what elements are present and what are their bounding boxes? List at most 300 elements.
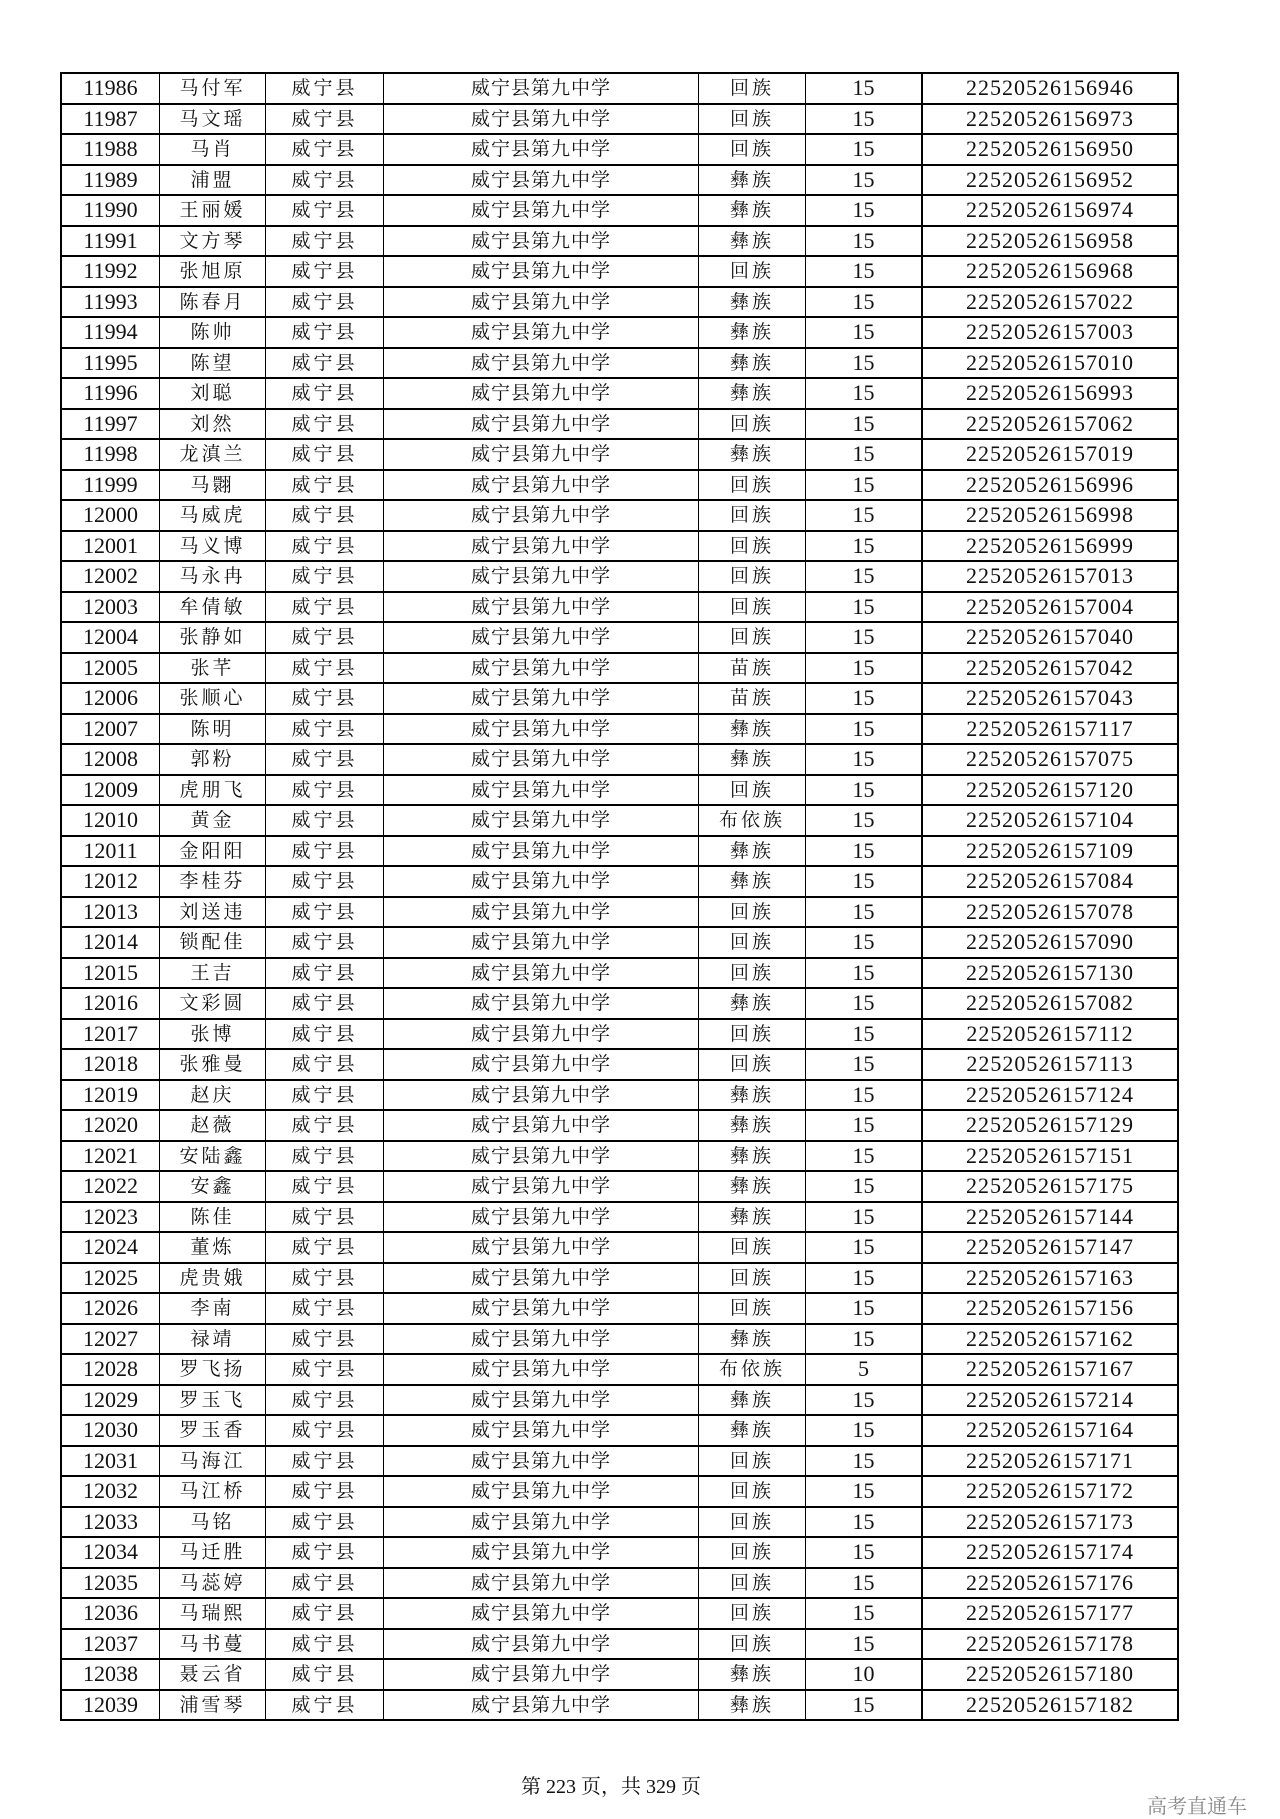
table-row bbox=[61, 927, 1178, 958]
exam-id-cell: 22520526156999 bbox=[922, 531, 1178, 562]
ethnicity-cell: 回族 bbox=[699, 409, 806, 440]
county-cell: 威宁县 bbox=[266, 1019, 384, 1050]
ethnicity-cell: 回族 bbox=[699, 531, 806, 562]
row-number-cell: 12014 bbox=[61, 927, 160, 958]
school-cell: 威宁县第九中学 bbox=[384, 1263, 699, 1294]
exam-id-cell: 22520526157178 bbox=[922, 1629, 1178, 1660]
ethnicity-cell: 彝族 bbox=[699, 165, 806, 196]
bonus-score-cell: 15 bbox=[806, 1324, 923, 1355]
row-number-cell: 12026 bbox=[61, 1293, 160, 1324]
exam-id-cell: 22520526157042 bbox=[922, 653, 1178, 684]
county-cell: 威宁县 bbox=[266, 744, 384, 775]
table-row bbox=[61, 714, 1178, 745]
bonus-score-cell: 15 bbox=[806, 348, 923, 379]
student-name-cell: 张雅曼 bbox=[160, 1049, 266, 1080]
ethnicity-cell: 回族 bbox=[699, 134, 806, 165]
bonus-score-cell: 15 bbox=[806, 256, 923, 287]
row-number-cell: 12020 bbox=[61, 1110, 160, 1141]
row-number-cell: 12024 bbox=[61, 1232, 160, 1263]
county-cell: 威宁县 bbox=[266, 1659, 384, 1690]
ethnicity-cell: 回族 bbox=[699, 1507, 806, 1538]
exam-id-cell: 22520526157104 bbox=[922, 805, 1178, 836]
student-name-cell: 张博 bbox=[160, 1019, 266, 1050]
ethnicity-cell: 回族 bbox=[699, 1598, 806, 1629]
row-number-cell: 12036 bbox=[61, 1598, 160, 1629]
student-name-cell: 文彩圆 bbox=[160, 988, 266, 1019]
school-cell: 威宁县第九中学 bbox=[384, 561, 699, 592]
table-row bbox=[61, 1629, 1178, 1660]
county-cell: 威宁县 bbox=[266, 988, 384, 1019]
table-row bbox=[61, 134, 1178, 165]
county-cell: 威宁县 bbox=[266, 1415, 384, 1446]
bonus-score-cell: 15 bbox=[806, 1446, 923, 1477]
school-cell: 威宁县第九中学 bbox=[384, 226, 699, 257]
student-name-cell: 安鑫 bbox=[160, 1171, 266, 1202]
bonus-score-cell: 15 bbox=[806, 378, 923, 409]
exam-id-cell: 22520526157182 bbox=[922, 1690, 1178, 1721]
exam-id-cell: 22520526157040 bbox=[922, 622, 1178, 653]
exam-id-cell: 22520526157075 bbox=[922, 744, 1178, 775]
ethnicity-cell: 回族 bbox=[699, 927, 806, 958]
student-name-cell: 张旭原 bbox=[160, 256, 266, 287]
bonus-score-cell: 15 bbox=[806, 470, 923, 501]
student-name-cell: 金阳阳 bbox=[160, 836, 266, 867]
bonus-score-cell: 15 bbox=[806, 744, 923, 775]
bonus-score-cell: 15 bbox=[806, 1202, 923, 1233]
bonus-score-cell: 15 bbox=[806, 683, 923, 714]
exam-id-cell: 22520526157162 bbox=[922, 1324, 1178, 1355]
student-name-cell: 禄靖 bbox=[160, 1324, 266, 1355]
ethnicity-cell: 彝族 bbox=[699, 439, 806, 470]
county-cell: 威宁县 bbox=[266, 378, 384, 409]
table-row bbox=[61, 1171, 1178, 1202]
table-row bbox=[61, 958, 1178, 989]
exam-id-cell: 22520526157022 bbox=[922, 287, 1178, 318]
table-row bbox=[61, 988, 1178, 1019]
exam-id-cell: 22520526157130 bbox=[922, 958, 1178, 989]
ethnicity-cell: 回族 bbox=[699, 1232, 806, 1263]
county-cell: 威宁县 bbox=[266, 256, 384, 287]
ethnicity-cell: 苗族 bbox=[699, 683, 806, 714]
row-number-cell: 12023 bbox=[61, 1202, 160, 1233]
bonus-score-cell: 15 bbox=[806, 1141, 923, 1172]
county-cell: 威宁县 bbox=[266, 287, 384, 318]
exam-id-cell: 22520526157117 bbox=[922, 714, 1178, 745]
county-cell: 威宁县 bbox=[266, 1202, 384, 1233]
student-name-cell: 陈帅 bbox=[160, 317, 266, 348]
school-cell: 威宁县第九中学 bbox=[384, 378, 699, 409]
student-name-cell: 黄金 bbox=[160, 805, 266, 836]
school-cell: 威宁县第九中学 bbox=[384, 805, 699, 836]
student-name-cell: 虎朋飞 bbox=[160, 775, 266, 806]
bonus-score-cell: 15 bbox=[806, 866, 923, 897]
table-row bbox=[61, 866, 1178, 897]
student-name-cell: 张静如 bbox=[160, 622, 266, 653]
row-number-cell: 12001 bbox=[61, 531, 160, 562]
school-cell: 威宁县第九中学 bbox=[384, 1110, 699, 1141]
bonus-score-cell: 15 bbox=[806, 775, 923, 806]
ethnicity-cell: 彝族 bbox=[699, 1080, 806, 1111]
bonus-score-cell: 15 bbox=[806, 958, 923, 989]
exam-id-cell: 22520526157167 bbox=[922, 1354, 1178, 1385]
student-name-cell: 马威虎 bbox=[160, 500, 266, 531]
county-cell: 威宁县 bbox=[266, 1049, 384, 1080]
student-name-cell: 牟倩敏 bbox=[160, 592, 266, 623]
table-row bbox=[61, 1232, 1178, 1263]
school-cell: 威宁县第九中学 bbox=[384, 1324, 699, 1355]
exam-id-cell: 22520526156952 bbox=[922, 165, 1178, 196]
page-number: 第 223 页，共 329 页 bbox=[521, 1776, 701, 1798]
bonus-score-cell: 15 bbox=[806, 805, 923, 836]
student-name-cell: 虎贵娥 bbox=[160, 1263, 266, 1294]
table-row bbox=[61, 73, 1178, 104]
bonus-score-cell: 15 bbox=[806, 226, 923, 257]
bonus-score-cell: 15 bbox=[806, 1476, 923, 1507]
school-cell: 威宁县第九中学 bbox=[384, 317, 699, 348]
row-number-cell: 12013 bbox=[61, 897, 160, 928]
exam-id-cell: 22520526157109 bbox=[922, 836, 1178, 867]
school-cell: 威宁县第九中学 bbox=[384, 836, 699, 867]
county-cell: 威宁县 bbox=[266, 500, 384, 531]
ethnicity-cell: 布依族 bbox=[699, 1354, 806, 1385]
bonus-score-cell: 15 bbox=[806, 439, 923, 470]
table-row bbox=[61, 1293, 1178, 1324]
table-row bbox=[61, 805, 1178, 836]
bonus-score-cell: 15 bbox=[806, 1293, 923, 1324]
ethnicity-cell: 回族 bbox=[699, 622, 806, 653]
student-name-cell: 马肖 bbox=[160, 134, 266, 165]
row-number-cell: 12002 bbox=[61, 561, 160, 592]
school-cell: 威宁县第九中学 bbox=[384, 1141, 699, 1172]
county-cell: 威宁县 bbox=[266, 195, 384, 226]
exam-id-cell: 22520526156946 bbox=[922, 73, 1178, 104]
county-cell: 威宁县 bbox=[266, 592, 384, 623]
table-row bbox=[61, 317, 1178, 348]
table-row bbox=[61, 592, 1178, 623]
exam-id-cell: 22520526156950 bbox=[922, 134, 1178, 165]
school-cell: 威宁县第九中学 bbox=[384, 1202, 699, 1233]
student-name-cell: 马蕊婷 bbox=[160, 1568, 266, 1599]
student-name-cell: 张芊 bbox=[160, 653, 266, 684]
county-cell: 威宁县 bbox=[266, 409, 384, 440]
row-number-cell: 12011 bbox=[61, 836, 160, 867]
school-cell: 威宁县第九中学 bbox=[384, 927, 699, 958]
table-row bbox=[61, 1476, 1178, 1507]
school-cell: 威宁县第九中学 bbox=[384, 653, 699, 684]
row-number-cell: 11992 bbox=[61, 256, 160, 287]
school-cell: 威宁县第九中学 bbox=[384, 104, 699, 135]
table-row bbox=[61, 1537, 1178, 1568]
school-cell: 威宁县第九中学 bbox=[384, 256, 699, 287]
ethnicity-cell: 彝族 bbox=[699, 378, 806, 409]
row-number-cell: 12012 bbox=[61, 866, 160, 897]
county-cell: 威宁县 bbox=[266, 1690, 384, 1721]
exam-id-cell: 22520526157151 bbox=[922, 1141, 1178, 1172]
county-cell: 威宁县 bbox=[266, 226, 384, 257]
student-name-cell: 马义博 bbox=[160, 531, 266, 562]
exam-id-cell: 22520526157174 bbox=[922, 1537, 1178, 1568]
student-name-cell: 聂云省 bbox=[160, 1659, 266, 1690]
table-row bbox=[61, 348, 1178, 379]
exam-id-cell: 22520526157113 bbox=[922, 1049, 1178, 1080]
row-number-cell: 12006 bbox=[61, 683, 160, 714]
bonus-score-cell: 15 bbox=[806, 897, 923, 928]
county-cell: 威宁县 bbox=[266, 317, 384, 348]
student-name-cell: 马书蔓 bbox=[160, 1629, 266, 1660]
student-name-cell: 董炼 bbox=[160, 1232, 266, 1263]
county-cell: 威宁县 bbox=[266, 897, 384, 928]
bonus-score-cell: 15 bbox=[806, 1049, 923, 1080]
ethnicity-cell: 回族 bbox=[699, 1263, 806, 1294]
school-cell: 威宁县第九中学 bbox=[384, 1049, 699, 1080]
county-cell: 威宁县 bbox=[266, 531, 384, 562]
bonus-score-cell: 15 bbox=[806, 73, 923, 104]
county-cell: 威宁县 bbox=[266, 1141, 384, 1172]
school-cell: 威宁县第九中学 bbox=[384, 165, 699, 196]
county-cell: 威宁县 bbox=[266, 805, 384, 836]
school-cell: 威宁县第九中学 bbox=[384, 1293, 699, 1324]
ethnicity-cell: 回族 bbox=[699, 1446, 806, 1477]
row-number-cell: 11995 bbox=[61, 348, 160, 379]
row-number-cell: 12033 bbox=[61, 1507, 160, 1538]
table-row bbox=[61, 1598, 1178, 1629]
table-row bbox=[61, 470, 1178, 501]
ethnicity-cell: 彝族 bbox=[699, 836, 806, 867]
exam-id-cell: 22520526157078 bbox=[922, 897, 1178, 928]
county-cell: 威宁县 bbox=[266, 73, 384, 104]
bonus-score-cell: 15 bbox=[806, 1263, 923, 1294]
student-name-cell: 王丽媛 bbox=[160, 195, 266, 226]
school-cell: 威宁县第九中学 bbox=[384, 622, 699, 653]
row-number-cell: 12034 bbox=[61, 1537, 160, 1568]
watermark: 高考直通车 bbox=[1147, 1796, 1247, 1818]
row-number-cell: 12029 bbox=[61, 1385, 160, 1416]
table-row bbox=[61, 195, 1178, 226]
student-name-cell: 龙滇兰 bbox=[160, 439, 266, 470]
school-cell: 威宁县第九中学 bbox=[384, 897, 699, 928]
ethnicity-cell: 回族 bbox=[699, 104, 806, 135]
bonus-score-cell: 15 bbox=[806, 165, 923, 196]
exam-id-cell: 22520526157003 bbox=[922, 317, 1178, 348]
row-number-cell: 11993 bbox=[61, 287, 160, 318]
county-cell: 威宁县 bbox=[266, 1446, 384, 1477]
row-number-cell: 12015 bbox=[61, 958, 160, 989]
exam-id-cell: 22520526157120 bbox=[922, 775, 1178, 806]
bonus-score-cell: 15 bbox=[806, 1232, 923, 1263]
county-cell: 威宁县 bbox=[266, 1507, 384, 1538]
row-number-cell: 12030 bbox=[61, 1415, 160, 1446]
county-cell: 威宁县 bbox=[266, 1232, 384, 1263]
ethnicity-cell: 回族 bbox=[699, 1568, 806, 1599]
exam-id-cell: 22520526157010 bbox=[922, 348, 1178, 379]
student-name-cell: 马海江 bbox=[160, 1446, 266, 1477]
table-row bbox=[61, 1019, 1178, 1050]
row-number-cell: 11996 bbox=[61, 378, 160, 409]
bonus-score-cell: 15 bbox=[806, 1598, 923, 1629]
table-row bbox=[61, 226, 1178, 257]
ethnicity-cell: 回族 bbox=[699, 1293, 806, 1324]
row-number-cell: 12027 bbox=[61, 1324, 160, 1355]
bonus-score-cell: 15 bbox=[806, 836, 923, 867]
student-name-cell: 罗玉飞 bbox=[160, 1385, 266, 1416]
ethnicity-cell: 彝族 bbox=[699, 1385, 806, 1416]
table-row bbox=[61, 1446, 1178, 1477]
table-row bbox=[61, 1049, 1178, 1080]
row-number-cell: 12025 bbox=[61, 1263, 160, 1294]
student-name-cell: 马永冉 bbox=[160, 561, 266, 592]
student-name-cell: 锁配佳 bbox=[160, 927, 266, 958]
school-cell: 威宁县第九中学 bbox=[384, 683, 699, 714]
ethnicity-cell: 回族 bbox=[699, 470, 806, 501]
ethnicity-cell: 彝族 bbox=[699, 226, 806, 257]
ethnicity-cell: 回族 bbox=[699, 592, 806, 623]
county-cell: 威宁县 bbox=[266, 104, 384, 135]
ethnicity-cell: 回族 bbox=[699, 1476, 806, 1507]
exam-id-cell: 22520526157164 bbox=[922, 1415, 1178, 1446]
roster-table bbox=[60, 72, 1179, 1721]
ethnicity-cell: 回族 bbox=[699, 561, 806, 592]
student-name-cell: 马文瑶 bbox=[160, 104, 266, 135]
ethnicity-cell: 回族 bbox=[699, 897, 806, 928]
county-cell: 威宁县 bbox=[266, 1324, 384, 1355]
bonus-score-cell: 15 bbox=[806, 409, 923, 440]
student-name-cell: 浦盟 bbox=[160, 165, 266, 196]
ethnicity-cell: 彝族 bbox=[699, 317, 806, 348]
county-cell: 威宁县 bbox=[266, 1568, 384, 1599]
bonus-score-cell: 15 bbox=[806, 561, 923, 592]
bonus-score-cell: 15 bbox=[806, 1080, 923, 1111]
row-number-cell: 11994 bbox=[61, 317, 160, 348]
county-cell: 威宁县 bbox=[266, 622, 384, 653]
school-cell: 威宁县第九中学 bbox=[384, 1537, 699, 1568]
table-row bbox=[61, 104, 1178, 135]
row-number-cell: 12018 bbox=[61, 1049, 160, 1080]
bonus-score-cell: 15 bbox=[806, 653, 923, 684]
exam-id-cell: 22520526157129 bbox=[922, 1110, 1178, 1141]
school-cell: 威宁县第九中学 bbox=[384, 470, 699, 501]
row-number-cell: 12010 bbox=[61, 805, 160, 836]
exam-id-cell: 22520526156968 bbox=[922, 256, 1178, 287]
row-number-cell: 12031 bbox=[61, 1446, 160, 1477]
ethnicity-cell: 回族 bbox=[699, 73, 806, 104]
school-cell: 威宁县第九中学 bbox=[384, 134, 699, 165]
row-number-cell: 11991 bbox=[61, 226, 160, 257]
ethnicity-cell: 彝族 bbox=[699, 1659, 806, 1690]
row-number-cell: 12007 bbox=[61, 714, 160, 745]
row-number-cell: 11988 bbox=[61, 134, 160, 165]
exam-id-cell: 22520526157163 bbox=[922, 1263, 1178, 1294]
row-number-cell: 12008 bbox=[61, 744, 160, 775]
bonus-score-cell: 15 bbox=[806, 500, 923, 531]
table-row bbox=[61, 836, 1178, 867]
school-cell: 威宁县第九中学 bbox=[384, 1659, 699, 1690]
student-name-cell: 刘然 bbox=[160, 409, 266, 440]
school-cell: 威宁县第九中学 bbox=[384, 744, 699, 775]
county-cell: 威宁县 bbox=[266, 165, 384, 196]
county-cell: 威宁县 bbox=[266, 866, 384, 897]
row-number-cell: 12005 bbox=[61, 653, 160, 684]
school-cell: 威宁县第九中学 bbox=[384, 409, 699, 440]
county-cell: 威宁县 bbox=[266, 958, 384, 989]
exam-id-cell: 22520526157156 bbox=[922, 1293, 1178, 1324]
student-name-cell: 王吉 bbox=[160, 958, 266, 989]
county-cell: 威宁县 bbox=[266, 927, 384, 958]
ethnicity-cell: 彝族 bbox=[699, 988, 806, 1019]
row-number-cell: 12016 bbox=[61, 988, 160, 1019]
ethnicity-cell: 回族 bbox=[699, 256, 806, 287]
county-cell: 威宁县 bbox=[266, 1110, 384, 1141]
roster-table-body bbox=[61, 73, 1178, 1720]
student-name-cell: 刘聪 bbox=[160, 378, 266, 409]
table-row bbox=[61, 256, 1178, 287]
ethnicity-cell: 彝族 bbox=[699, 1690, 806, 1721]
exam-id-cell: 22520526157112 bbox=[922, 1019, 1178, 1050]
county-cell: 威宁县 bbox=[266, 1354, 384, 1385]
school-cell: 威宁县第九中学 bbox=[384, 1629, 699, 1660]
student-name-cell: 马瑞熙 bbox=[160, 1598, 266, 1629]
table-row bbox=[61, 1415, 1178, 1446]
ethnicity-cell: 彝族 bbox=[699, 195, 806, 226]
student-name-cell: 赵薇 bbox=[160, 1110, 266, 1141]
county-cell: 威宁县 bbox=[266, 1476, 384, 1507]
table-row bbox=[61, 1141, 1178, 1172]
row-number-cell: 12038 bbox=[61, 1659, 160, 1690]
student-name-cell: 赵庆 bbox=[160, 1080, 266, 1111]
student-name-cell: 浦雪琴 bbox=[160, 1690, 266, 1721]
exam-id-cell: 22520526157062 bbox=[922, 409, 1178, 440]
school-cell: 威宁县第九中学 bbox=[384, 1171, 699, 1202]
row-number-cell: 12009 bbox=[61, 775, 160, 806]
bonus-score-cell: 15 bbox=[806, 988, 923, 1019]
school-cell: 威宁县第九中学 bbox=[384, 1690, 699, 1721]
table-row bbox=[61, 1110, 1178, 1141]
exam-id-cell: 22520526157090 bbox=[922, 927, 1178, 958]
county-cell: 威宁县 bbox=[266, 1171, 384, 1202]
school-cell: 威宁县第九中学 bbox=[384, 958, 699, 989]
school-cell: 威宁县第九中学 bbox=[384, 287, 699, 318]
county-cell: 威宁县 bbox=[266, 561, 384, 592]
bonus-score-cell: 15 bbox=[806, 1171, 923, 1202]
county-cell: 威宁县 bbox=[266, 775, 384, 806]
ethnicity-cell: 彝族 bbox=[699, 866, 806, 897]
student-name-cell: 马迁胜 bbox=[160, 1537, 266, 1568]
exam-id-cell: 22520526156958 bbox=[922, 226, 1178, 257]
school-cell: 威宁县第九中学 bbox=[384, 1446, 699, 1477]
bonus-score-cell: 15 bbox=[806, 927, 923, 958]
school-cell: 威宁县第九中学 bbox=[384, 866, 699, 897]
table-row bbox=[61, 683, 1178, 714]
row-number-cell: 12019 bbox=[61, 1080, 160, 1111]
school-cell: 威宁县第九中学 bbox=[384, 1080, 699, 1111]
row-number-cell: 11989 bbox=[61, 165, 160, 196]
exam-id-cell: 22520526157173 bbox=[922, 1507, 1178, 1538]
ethnicity-cell: 回族 bbox=[699, 958, 806, 989]
student-name-cell: 李桂芬 bbox=[160, 866, 266, 897]
county-cell: 威宁县 bbox=[266, 714, 384, 745]
ethnicity-cell: 彝族 bbox=[699, 348, 806, 379]
bonus-score-cell: 15 bbox=[806, 1507, 923, 1538]
row-number-cell: 12000 bbox=[61, 500, 160, 531]
exam-id-cell: 22520526156974 bbox=[922, 195, 1178, 226]
bonus-score-cell: 15 bbox=[806, 104, 923, 135]
table-row bbox=[61, 409, 1178, 440]
school-cell: 威宁县第九中学 bbox=[384, 531, 699, 562]
row-number-cell: 12022 bbox=[61, 1171, 160, 1202]
ethnicity-cell: 回族 bbox=[699, 1049, 806, 1080]
student-name-cell: 罗飞扬 bbox=[160, 1354, 266, 1385]
county-cell: 威宁县 bbox=[266, 1629, 384, 1660]
exam-id-cell: 22520526157019 bbox=[922, 439, 1178, 470]
